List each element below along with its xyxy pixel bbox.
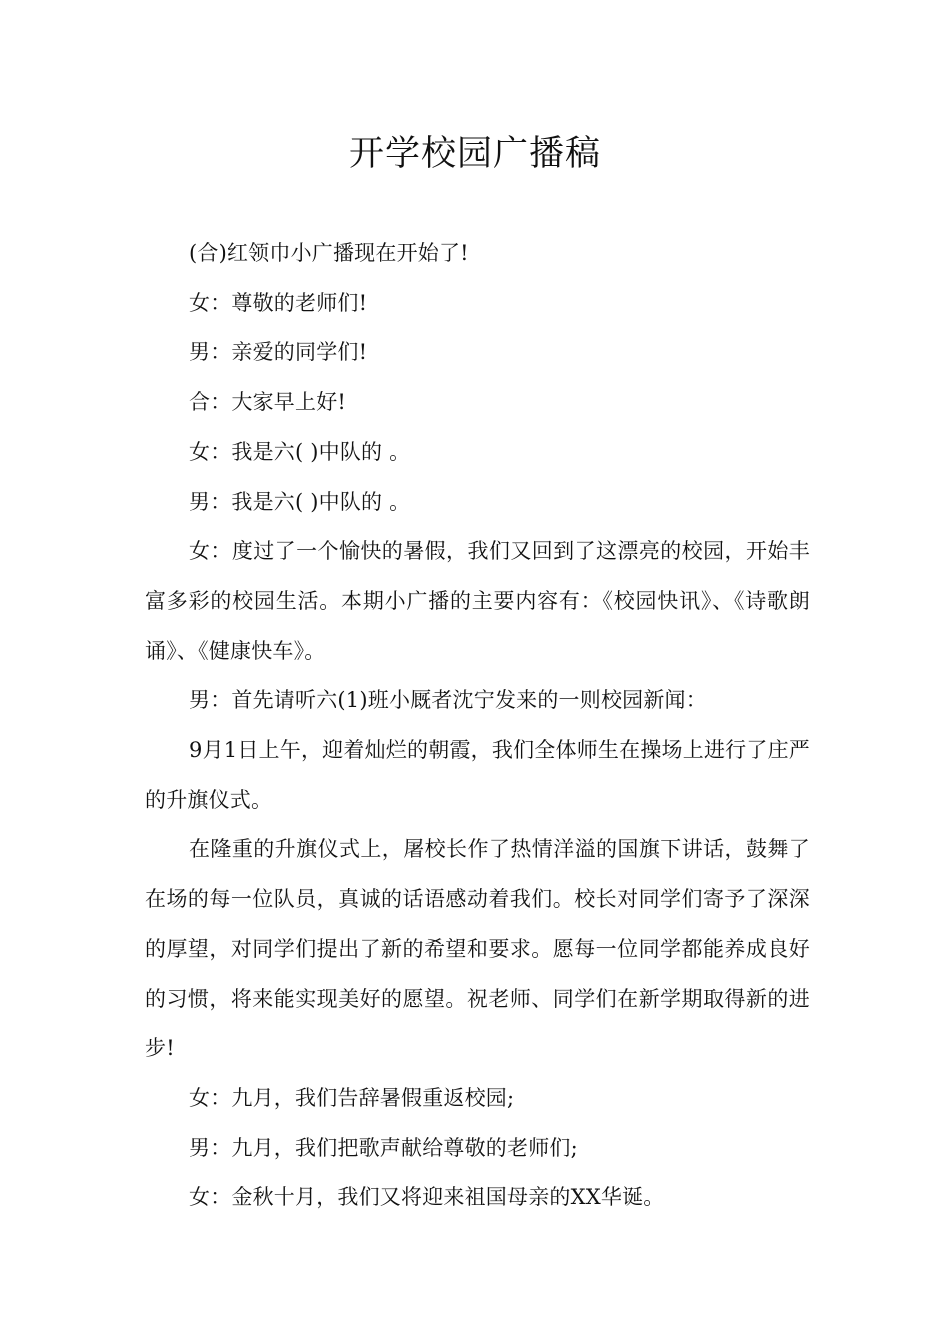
paragraph-october-female: 女：金秋十月，我们又将迎来祖国母亲的XX华诞。	[189, 1185, 665, 1210]
paragraph-opening: (合)红领巾小广播现在开始了!	[189, 241, 469, 265]
paragraph-september-male: 男：九月，我们把歌声献给尊敬的老师们;	[189, 1135, 578, 1160]
paragraph-greeting-female: 女：尊敬的老师们!	[189, 290, 368, 315]
document-title: 开学校园广播稿	[348, 134, 601, 174]
paragraph-intro-female: 女：我是六( )中队的 。	[189, 439, 411, 464]
paragraph-september-female: 女：九月，我们告辞暑假重返校园;	[189, 1085, 515, 1110]
paragraph-intro-male: 男：我是六( )中队的 。	[189, 489, 411, 514]
paragraph-news-lead: 男：首先请听六(1)班小厩者沈宁发来的一则校园新闻：	[189, 688, 707, 713]
document-body	[145, 229, 810, 1223]
paragraph-greeting-together: 合：大家早上好!	[189, 390, 347, 415]
paragraph-greeting-male: 男：亲爱的同学们!	[189, 340, 368, 365]
paragraph-program-contents: 女：度过了一个愉快的暑假，我们又回到了这漂亮的校园，开始丰富多彩的校园生活。本期小广播的主要内容有：《校园快讯》、《诗歌朗诵》、《健康快车》。	[145, 539, 810, 663]
paragraph-news-flag-ceremony: 9月1日上午，迎着灿烂的朝霞，我们全体师生在操场上进行了庄严的升旗仪式。	[145, 738, 810, 812]
paragraph-news-principal-speech: 在隆重的升旗仪式上，屠校长作了热情洋溢的国旗下讲话，鼓舞了在场的每一位队员，真诚的话语感动着我们。校长对同学们寄予了深深的厚望，对同学们提出了新的希望和要求。愿每一位同学都能养成良好的习惯，将来能实现美好的愿望。祝老师、同学们在新学期取得新的进步!	[145, 837, 810, 1061]
